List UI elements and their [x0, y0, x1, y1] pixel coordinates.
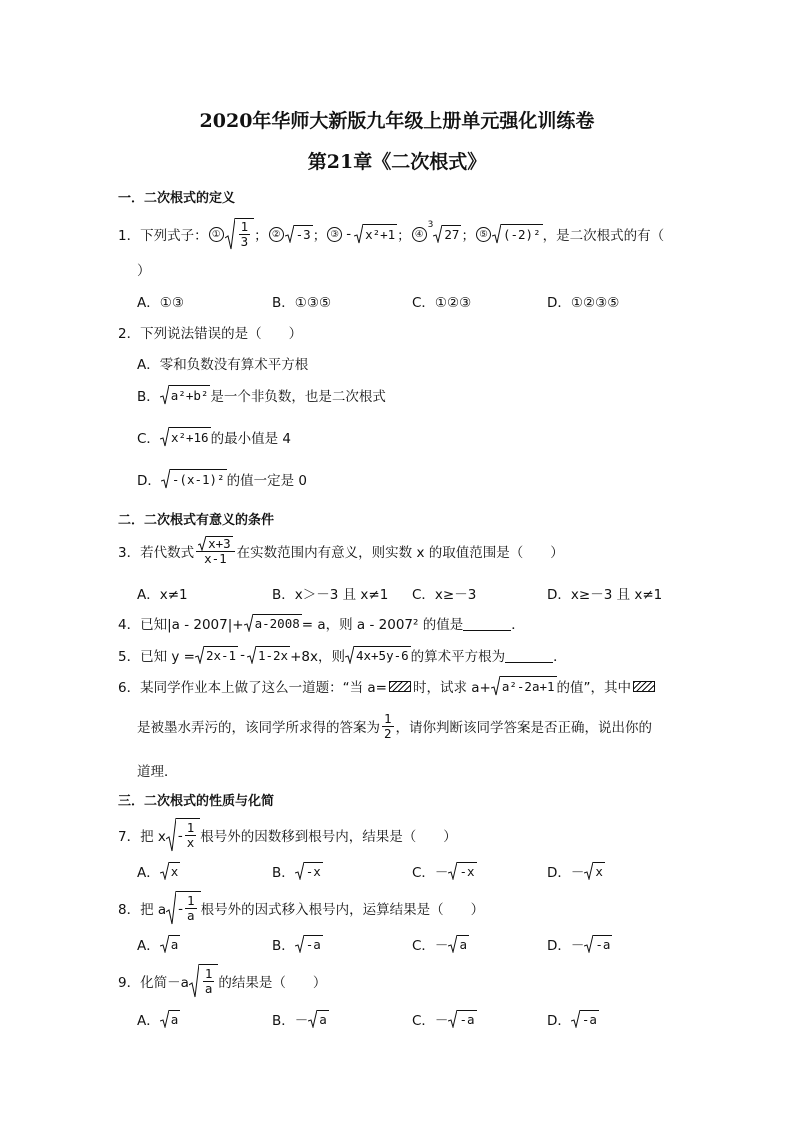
question-text: 把 x: [140, 829, 166, 845]
fraction-numerator: 1: [240, 219, 249, 235]
fraction-numerator: 1: [187, 893, 195, 909]
option-c[interactable]: [412, 934, 469, 954]
radical-expression: [285, 225, 313, 243]
question-7-stem: [118, 818, 457, 852]
punctuation: ．: [511, 617, 525, 633]
radicand: x²+16: [169, 427, 211, 447]
question-text: 是被墨水弄污的，该同学所求得的答案为: [137, 720, 380, 737]
radical-expression: [354, 224, 397, 244]
fraction-denominator: a: [204, 981, 213, 996]
question-8-stem: [118, 891, 484, 925]
question-number: 8．: [118, 902, 141, 918]
radical-expression: [295, 862, 323, 880]
option-a[interactable]: [137, 1009, 180, 1029]
question-text: 根号外的因式移入根号内，运算结果是（ ）: [200, 902, 485, 918]
minus-sign: -: [346, 226, 352, 242]
radicand: -(x-1)²: [170, 469, 227, 489]
section-heading-3: 三．二次根式的性质与化简: [118, 794, 275, 809]
question-4-stem: [118, 613, 525, 633]
radical-expression: [160, 935, 181, 953]
radicand: -x: [305, 864, 321, 879]
radical-expression: [571, 1010, 599, 1028]
circled-number: ③: [327, 227, 342, 242]
separator: ；: [254, 228, 268, 244]
question-1-close: ）: [137, 263, 151, 279]
question-6-line-2: [137, 712, 652, 741]
minus-sign: -: [178, 900, 184, 917]
option-c[interactable]: C．①②③: [412, 295, 472, 311]
minus-sign: -: [240, 647, 245, 663]
option-label: C．－: [412, 1013, 449, 1029]
root-index: 3: [427, 220, 434, 230]
radical-expression: [448, 1010, 476, 1028]
option-b[interactable]: B．①③⑤: [272, 295, 332, 311]
question-text: 若代数式: [140, 545, 195, 562]
fraction: [196, 536, 235, 566]
option-a[interactable]: A．①③: [137, 295, 184, 311]
question-number: 9．: [118, 975, 141, 991]
question-text: 某同学作业本上做了这么一道题：“当 a=: [140, 680, 387, 696]
radical-expression: [295, 935, 323, 953]
question-text: 根号外的因数移到根号内，结果是（ ）: [200, 829, 457, 845]
question-5-stem: [118, 645, 567, 665]
radicand: x: [170, 864, 179, 879]
fraction-denominator: 2: [384, 725, 392, 741]
circled-number: ②: [269, 227, 284, 242]
option-text: 的最小值是 4: [210, 431, 291, 447]
separator: ；: [461, 228, 475, 244]
radical-expression: [160, 385, 211, 405]
radical-expression: [160, 1010, 181, 1028]
question-text: +8x，则: [290, 649, 345, 665]
option-label: D．: [137, 473, 161, 489]
question-text: 已知|a - 2007|+: [140, 617, 244, 633]
radical-expression: [160, 862, 181, 880]
option-d[interactable]: [137, 469, 307, 489]
option-label: D．－: [547, 938, 585, 954]
option-a[interactable]: A．x≠1: [137, 587, 188, 603]
radical-expression: [247, 646, 290, 664]
option-d[interactable]: [547, 1009, 599, 1029]
radicand: a²+b²: [169, 385, 211, 405]
ink-smudge-icon: [389, 681, 411, 692]
radicand: a: [170, 937, 179, 952]
option-d[interactable]: D．①②③⑤: [547, 295, 620, 311]
radical-expression: [433, 225, 461, 243]
page-subtitle: 第21章《二次根式》: [307, 151, 487, 173]
option-label: C．－: [412, 865, 449, 881]
option-b[interactable]: B．x＞－3 且 x≠1: [272, 587, 389, 603]
question-9-stem: [118, 964, 326, 998]
circled-number: ⑤: [476, 227, 491, 242]
radical-expression: [345, 646, 411, 664]
question-text: 把 a: [140, 902, 167, 918]
option-text: 是一个非负数，也是二次根式: [210, 389, 386, 405]
radical-expression: [198, 536, 233, 551]
option-a[interactable]: A．零和负数没有算术平方根: [137, 357, 309, 373]
option-label: D．: [547, 1013, 571, 1029]
radical-expression: [448, 862, 476, 880]
radical-expression: [189, 964, 219, 998]
radical-expression: [160, 427, 211, 447]
question-number: 1．: [118, 228, 141, 244]
radicand: 4x+5y-6: [355, 648, 409, 663]
radicand: a²-2a+1: [500, 676, 557, 696]
option-c[interactable]: [137, 427, 291, 447]
question-2-stem: [118, 322, 302, 342]
question-text: 的算术平方根为: [410, 649, 506, 665]
option-label: D．－: [547, 865, 585, 881]
option-label: A．: [137, 865, 160, 881]
radical-expression: [225, 218, 255, 250]
radicand: x: [595, 864, 603, 879]
radical-expression: [195, 646, 238, 664]
option-d[interactable]: D．x≥－3 且 x≠1: [547, 587, 663, 603]
option-b[interactable]: [272, 1009, 329, 1029]
fraction-denominator: x-1: [204, 551, 227, 567]
option-label: B．: [272, 938, 295, 954]
question-number: 5．: [118, 649, 141, 665]
answer-blank[interactable]: [505, 648, 553, 663]
fraction-numerator: 1: [204, 966, 213, 982]
question-number: 2．: [118, 326, 141, 342]
question-text: ，是二次根式的有（: [542, 228, 665, 244]
option-c[interactable]: [412, 1009, 477, 1029]
radical-expression: [448, 935, 469, 953]
option-b[interactable]: [272, 934, 323, 954]
radicand: -a: [459, 1012, 475, 1027]
fraction-numerator: 1: [384, 711, 392, 726]
question-text: 化简－a: [140, 975, 189, 991]
separator: ；: [397, 228, 411, 244]
question-text: = a，则 a - 2007² 的值是: [301, 617, 464, 633]
radicand: a-2008: [254, 616, 300, 631]
fraction-numerator: 1: [186, 820, 195, 836]
option-b[interactable]: [137, 385, 386, 405]
radical-expression: [166, 818, 200, 852]
radical-expression: [308, 1010, 329, 1028]
separator: ；: [312, 228, 327, 244]
radical-expression: [584, 862, 605, 880]
circled-number: ①: [209, 227, 224, 242]
radicand: 1-2x: [257, 648, 289, 663]
option-label: B．: [137, 389, 160, 405]
question-text: 在实数范围内有意义，则实数 x 的取值范围是（ ）: [236, 545, 564, 562]
radicand: a: [170, 1012, 179, 1027]
radicand: -3: [295, 227, 311, 242]
fraction: [382, 712, 394, 741]
option-label: A．: [137, 1013, 160, 1029]
punctuation: ．: [553, 649, 567, 665]
question-number: 6．: [118, 680, 141, 696]
ink-smudge-icon: [633, 681, 655, 692]
radical-expression: [584, 935, 612, 953]
option-label: B．－: [272, 1013, 309, 1029]
option-label: B．: [272, 865, 295, 881]
radical-expression: [491, 676, 557, 696]
option-d[interactable]: [547, 861, 605, 881]
radicand: x+3: [208, 536, 231, 552]
radicand: -a: [595, 937, 611, 952]
option-b[interactable]: [272, 861, 323, 881]
question-text: ，请你判断该同学答案是否正确，说出你的: [395, 720, 653, 737]
question-text: 时，试求 a+: [412, 680, 491, 696]
question-text: 下列说法错误的是（ ）: [140, 326, 303, 342]
radicand: 27: [444, 227, 460, 242]
question-text: 下列式子：: [140, 228, 208, 244]
option-label: C．－: [412, 938, 449, 954]
radical-expression: [244, 614, 302, 632]
option-d[interactable]: [547, 934, 612, 954]
option-label: C．: [137, 431, 160, 447]
minus-sign: -: [177, 827, 183, 844]
radical-expression: [492, 224, 543, 244]
question-text: 的结果是（ ）: [218, 975, 327, 991]
answer-blank[interactable]: [463, 616, 511, 631]
question-number: 4．: [118, 617, 141, 633]
radicand: -a: [305, 937, 321, 952]
page-title: 2020年华师大新版九年级上册单元强化训练卷: [199, 110, 595, 132]
option-c[interactable]: [412, 861, 477, 881]
radical-expression: [161, 469, 227, 489]
radicand: a: [319, 1012, 327, 1027]
fraction-denominator: x: [186, 835, 195, 850]
option-a[interactable]: [137, 934, 180, 954]
option-text: 的值一定是 0: [226, 473, 307, 489]
radicand: 2x-1: [205, 648, 237, 663]
option-a[interactable]: [137, 861, 180, 881]
option-c[interactable]: C．x≥－3: [412, 587, 477, 603]
question-number: 3．: [118, 545, 141, 562]
circled-number: ④: [412, 227, 427, 242]
fraction-denominator: 3: [240, 234, 249, 249]
question-3-stem: [118, 536, 564, 566]
question-6-line-3: 道理．: [137, 764, 178, 780]
radicand: a: [459, 937, 467, 952]
option-label: A．: [137, 938, 160, 954]
section-heading-1: 一．二次根式的定义: [118, 191, 236, 206]
question-text: 已知 y =: [140, 649, 195, 665]
question-text: 的值”，其中: [556, 680, 632, 696]
radicand: -x: [459, 864, 475, 879]
radicand: (-2)²: [501, 224, 543, 244]
question-1-stem: [118, 218, 664, 250]
fraction-denominator: a: [187, 908, 195, 923]
radicand: x²+1: [363, 224, 397, 244]
question-number: 7．: [118, 829, 141, 845]
question-6-stem: [118, 676, 657, 696]
radicand: -a: [581, 1012, 597, 1027]
section-heading-2: 二．二次根式有意义的条件: [118, 513, 275, 528]
radical-expression: [166, 891, 200, 925]
